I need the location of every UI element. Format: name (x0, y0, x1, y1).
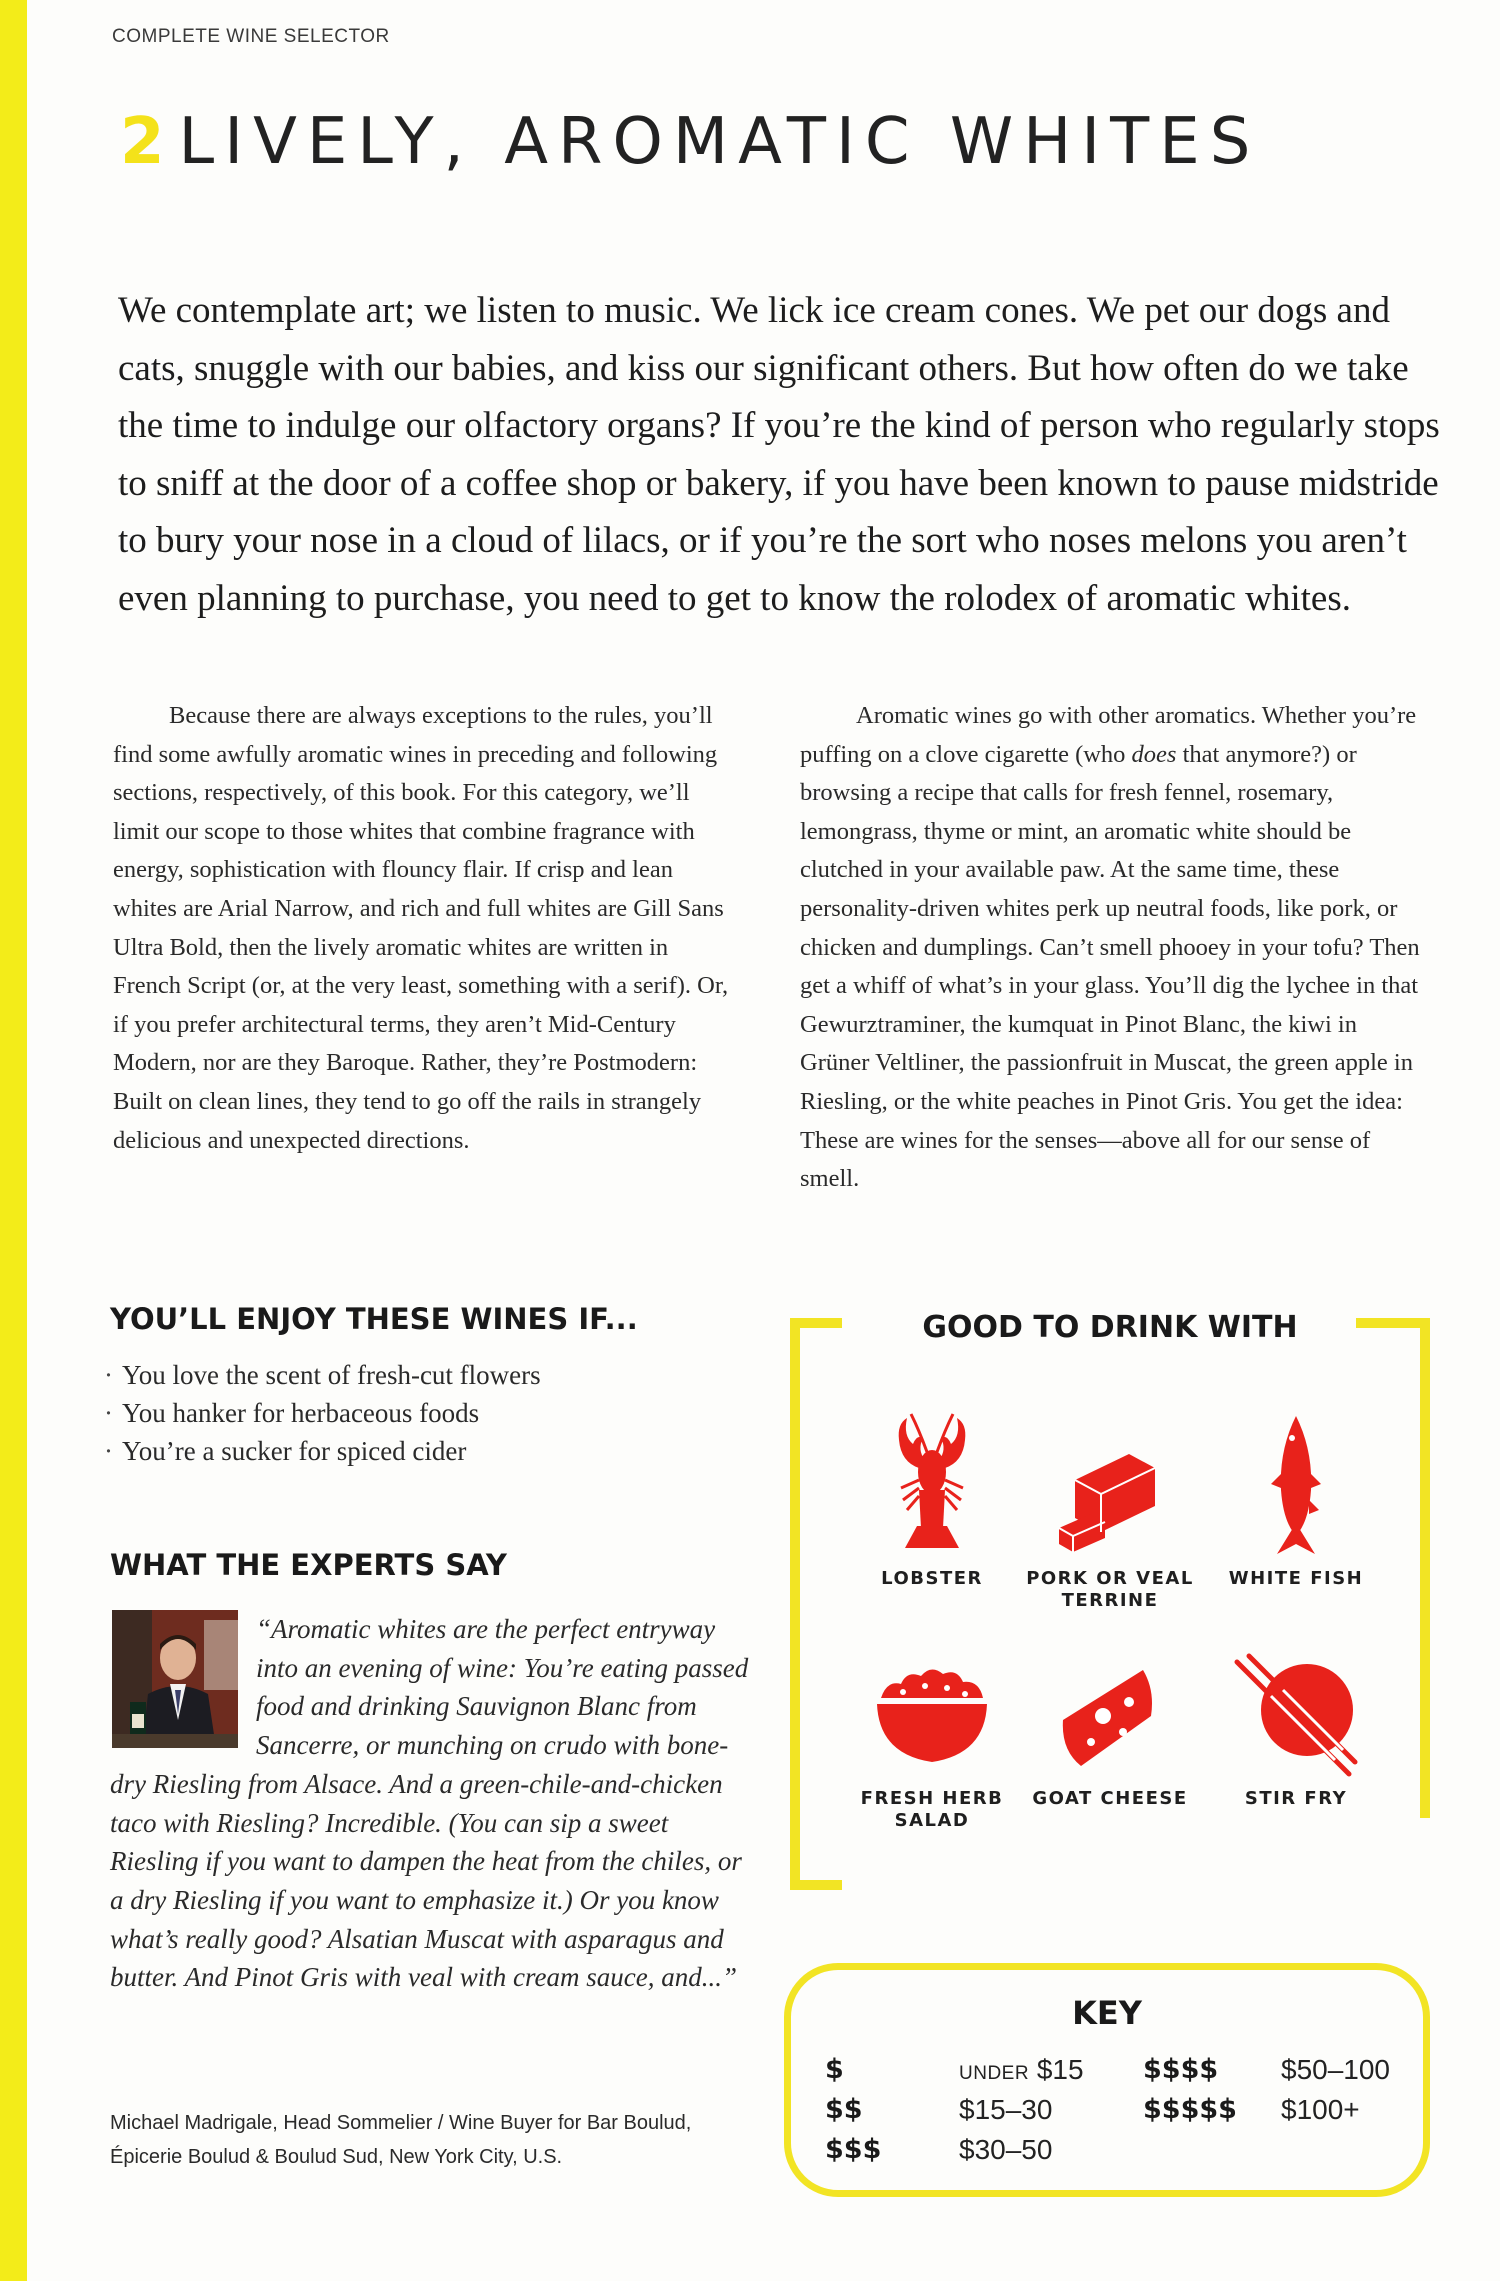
intro-paragraph: We contemplate art; we listen to music. We lick ice cream cones. We pet our dogs and cats, snuggle with our babies, and kiss our significant others. But how often do we take the time to indulge our olfactory organs? If you’re the kind of person who regularly stops to sniff at the door of a coffee shop or bakery, if you have been known to pause midstride to bury your nose in a cloud of lilacs, or if you’re the sort who noses melons you aren’t even planning to purchase, you need to get to know the rolodex of aromatic whites. (118, 290, 1440, 619)
key-value: $50–100 (1281, 2054, 1391, 2085)
expert-quote-text: “Aromatic whites are the perfect entryway into an evening of wine: You’re eating passed food and drinking Sauvignon Blanc from Sancerre, or munching on crudo with bone-dry Riesling from Alsace. And a green-chile-and-chicken taco with Riesling? Incredible. (You can sip a sweet Riesling if you want to dampen the heat from the chiles, or a dry Riesling if you want to emphasize it.) Or you know what’s really good? Alsatian Muscat with asparagus and butter. And Pinot Gris with veal with cream sauce, and...” (110, 1614, 749, 1993)
fish-icon (1231, 1410, 1361, 1560)
stir-fry-icon (1231, 1650, 1361, 1780)
key-heading: KEY (1072, 1994, 1142, 2032)
pairing-heading: GOOD TO DRINK WITH (922, 1310, 1298, 1345)
pairing-panel (790, 1310, 1430, 1890)
enjoy-heading: YOU’LL ENJOY THESE WINES IF... (110, 1302, 638, 1336)
pairing-label: PORK OR VEAL TERRINE (1026, 1568, 1194, 1611)
pairing-label: GOAT CHEESE (1032, 1788, 1188, 1809)
key-symbol: $$ (825, 2094, 863, 2125)
key-entry (1143, 2090, 1237, 2130)
key-entry (1281, 2090, 1360, 2131)
pairing-stir-fry (1196, 1650, 1396, 1810)
key-entry (825, 2050, 844, 2090)
body-right-text-1: Aromatic wines go with other aromatics. Whether you’re puffing on a clove cigarette (who (800, 702, 1417, 768)
terrine-icon (1045, 1410, 1175, 1560)
pairing-lobster (832, 1410, 1032, 1590)
key-symbol: $$$$$ (1143, 2094, 1237, 2125)
pairing-terrine (1010, 1410, 1210, 1612)
pairing-fish (1196, 1410, 1396, 1590)
key-entry (1143, 2050, 1218, 2090)
price-key-box (784, 1963, 1430, 2197)
running-head: COMPLETE WINE SELECTOR (112, 26, 390, 47)
bracket-right-side (1420, 1318, 1430, 1818)
key-symbol: $$$$ (1143, 2054, 1219, 2085)
body-right-text-2: that anymore?) or browsing a recipe that calls for fresh fennel, rosemary, lemongrass, thyme or mint, an aromatic white should be clutched in your available paw. At the same time, these personality-driven whites perk up neutral foods, like pork, or chicken and dumplings. Can’t smell phooey in your tofu? Then get a whiff of what’s in your glass. You’ll dig the lychee in that Gewurztraminer, the kumquat in Pinot Blanc, the kiwi in Grüner Veltliner, the passionfruit in Muscat, the green apple in Riesling, or the white peaches in Pinot Gris. You get the idea: These are wines for the senses—above all for our sense of smell. (800, 740, 1420, 1193)
list-item: · You love the scent of fresh-cut flowers (104, 1356, 541, 1394)
key-value: $15–30 (959, 2094, 1053, 2125)
experts-heading: WHAT THE EXPERTS SAY (110, 1548, 507, 1582)
key-entry (959, 2130, 1052, 2171)
key-entry (825, 2130, 881, 2170)
pairing-salad (832, 1650, 1032, 1832)
bracket-left-side (790, 1318, 800, 1890)
body-column-right (800, 697, 1430, 1199)
key-value: $100+ (1281, 2094, 1360, 2125)
list-item: · You hanker for herbaceous foods (104, 1394, 541, 1432)
key-value: $15 (1036, 2054, 1084, 2085)
key-symbol: $$$ (825, 2134, 882, 2165)
key-entry (1281, 2050, 1390, 2091)
enjoy-list (104, 1356, 541, 1470)
expert-attribution: Michael Madrigale, Head Sommelier / Wine Buyer for Bar Boulud, Épicerie Boulud & Boulud Sud, New York City, U.S. (110, 2112, 692, 2168)
body-column-left: Because there are always exceptions to the rules, you’ll find some awfully aromatic wines in preceding and following sections, respectively, of this book. For this category, we’ll limit our scope to those whites that combine fragrance with energy, sophistication with flouncy flair. If crisp and lean whites are Arial Narrow, and rich and full whites are Gill Sans Ultra Bold, then the lively aromatic whites are written in French Script (or, at the very least, something with a serif). Or, if you prefer architectural terms, they aren’t Mid-Century Modern, nor are they Baroque. Rather, they’re Postmodern: Built on clean lines, they tend to go off the rails in strangely delicious and unexpected directions. (113, 702, 729, 1154)
pairing-label: FRESH HERB SALAD (860, 1788, 1004, 1831)
pairing-label: LOBSTER (881, 1568, 983, 1589)
pairing-label: STIR FRY (1244, 1788, 1348, 1809)
pairing-cheese (1010, 1650, 1210, 1810)
key-entry (959, 2050, 1084, 2094)
chapter-number: 2 (120, 105, 165, 179)
chapter-title (120, 105, 1260, 179)
key-value: $30–50 (959, 2134, 1053, 2165)
salad-bowl-icon (867, 1650, 997, 1780)
yellow-edge-stripe (0, 0, 27, 2281)
body-right-emphasis: does (1131, 740, 1177, 768)
chapter-title-text: LIVELY, AROMATIC WHITES (178, 105, 1261, 179)
portrait-illustration (112, 1610, 238, 1748)
cheese-icon (1045, 1650, 1175, 1780)
lobster-icon (867, 1410, 997, 1560)
key-symbol: $ (825, 2054, 844, 2085)
key-range (959, 2054, 1084, 2085)
pairing-label: WHITE FISH (1228, 1568, 1364, 1589)
expert-portrait-photo (112, 1610, 238, 1748)
key-entry (959, 2090, 1052, 2131)
key-entry (825, 2090, 863, 2130)
list-item: · You’re a sucker for spiced cider (104, 1432, 541, 1470)
key-prefix: UNDER (959, 2063, 1030, 2084)
bracket-left-bottom (790, 1880, 842, 1890)
